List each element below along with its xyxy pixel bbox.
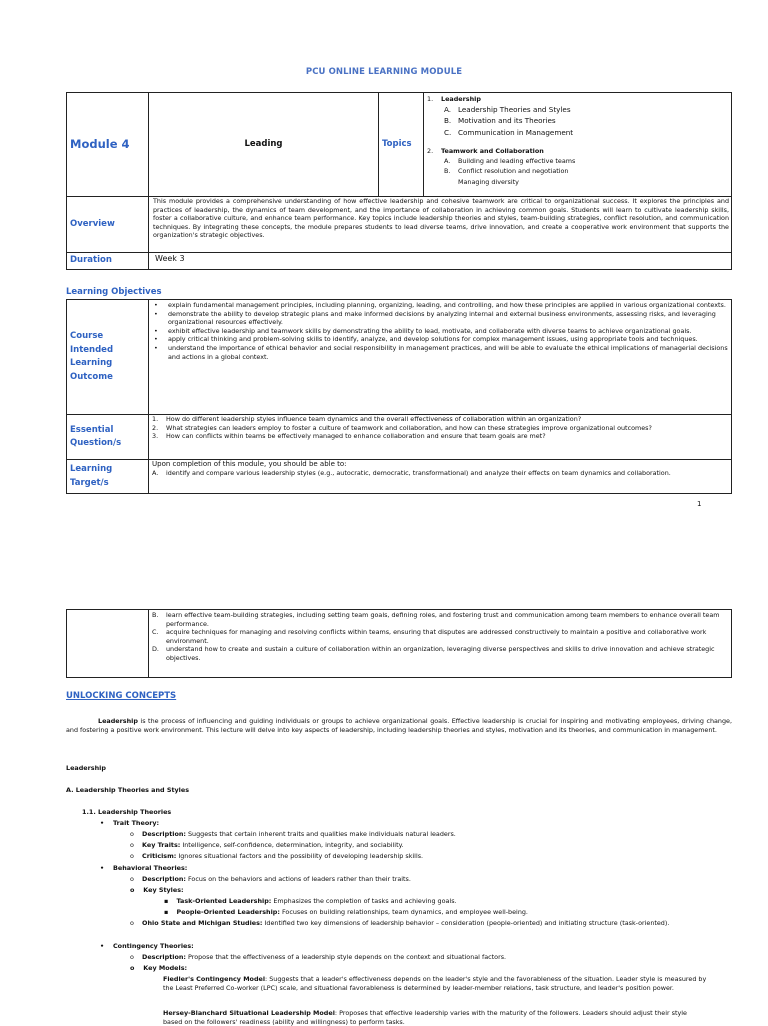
intro-paragraph: Leadership is the process of influencing and guiding individuals or groups to achieve organizational goals. Effective leadership is crucial for inspiring and motivating employees, driving change, and fostering a positive work environment. This lecture will delve into key aspects of leadership, including leadership theories and styles, motivation and its theories, and communication in management. xyxy=(66,717,732,734)
topics-label: Topics xyxy=(379,93,424,197)
list-item: • Behavioral Theories: xyxy=(100,864,188,872)
questions-list xyxy=(149,415,732,460)
target-item: C. acquire techniques for managing and resolving conflicts within teams, ensuring that disputes are addressed constructively to maintain a positive and collaborative work environment. xyxy=(152,628,707,645)
module-label: Module 4 xyxy=(67,93,149,197)
list-item: ▪ Task-Oriented Leadership: Emphasizes the completion of tasks and achieving goals. xyxy=(164,897,457,905)
cilo-item: • understand the importance of ethical behavior and social responsibility in management practices, and will be able to evaluate the ethical implications of managerial decisions and actions in a global context. xyxy=(154,343,728,361)
cilo-item: • exhibit effective leadership and teamwork skills by demonstrating the ability to lead, motivate, and collaborate with diverse teams to achieve organizational goals. xyxy=(154,326,692,335)
list-item: Hersey-Blanchard Situational Leadership Model: Proposes that effective leadership varies with the maturity of the followers. Leaders should adjust their style based on the followers' readiness (ability and willingness) to perform tasks. xyxy=(163,1009,687,1026)
essential-questions-label: Essential Question/s xyxy=(67,415,149,460)
cilo-item: • demonstrate the ability to develop strategic plans and make informed decisions by analyzing internal and external business environments, assessing risks, and leveraging organizational resources effectively. xyxy=(154,309,716,327)
list-item: o Key Models: xyxy=(130,964,188,972)
learning-targets-label: Learning Target/s xyxy=(67,460,149,494)
document-header: PCU ONLINE LEARNING MODULE xyxy=(305,67,463,77)
section-a-heading: A. Leadership Theories and Styles xyxy=(66,786,189,794)
leadership-heading: Leadership xyxy=(66,764,106,772)
cilo-item: • apply critical thinking and problem-solving skills to identify, analyze, and develop solutions for complex management issues, using appropriate tools and techniques. xyxy=(154,335,698,344)
topic-2-sub-c: Managing diversity xyxy=(458,177,519,186)
topic-1-sub-c: C. Communication in Management xyxy=(444,128,574,138)
empty-label-cell xyxy=(67,610,149,678)
topic-2-sub-b: B. Conflict resolution and negotiation xyxy=(444,167,569,176)
list-item: ▪ People-Oriented Leadership: Focuses on building relationships, team dynamics, and employee well-being. xyxy=(164,908,528,916)
targets-continuation-table xyxy=(66,609,732,678)
target-item: D. understand how to create and sustain a culture of collaboration within an organization, leveraging diverse perspectives and skills to drive innovation and achieve strategic objectives. xyxy=(152,645,715,662)
list-item: o Description: Suggests that certain inherent traits and qualities make individuals natural leaders. xyxy=(130,830,456,838)
question-item: 3. How can conflicts within teams be effectively managed to enhance collaboration and ensure that team goals are met? xyxy=(152,432,546,441)
topic-1-sub-b: B. Motivation and its Theories xyxy=(444,116,556,126)
list-item: o Criticism: Ignores situational factors and the possibility of developing leadership skills. xyxy=(130,852,424,860)
topics-list xyxy=(424,93,732,197)
list-item: Fiedler's Contingency Model: Suggests that a leader's effectiveness depends on the leader's style and the favorableness of the situation. Leader style is measured by the Least Preferred Co-worker (LPC) scale, and situational favorableness is determined by leader-member relations, task structure, and leader's position power. xyxy=(163,975,707,992)
list-item: o Description: Propose that the effectiveness of a leadership style depends on the context and situational factors. xyxy=(130,953,507,961)
topic-2-sub-a: A. Building and leading effective teams xyxy=(444,156,576,165)
topic-1-sub-a: A. Leadership Theories and Styles xyxy=(444,104,571,114)
cilo-label: Course Intended Learning Outcome xyxy=(67,300,149,415)
module-name: Leading xyxy=(149,93,379,197)
cilo-item: • explain fundamental management principles, including planning, organizing, leading, and controlling, and how these principles are applied in various organizational contexts. xyxy=(154,301,726,309)
list-item: o Description: Focus on the behaviors and actions of leaders rather than their traits. xyxy=(130,875,411,883)
section-1-1-heading: 1.1. Leadership Theories xyxy=(82,808,172,816)
targets-list xyxy=(149,460,732,494)
target-item: A. identify and compare various leadership styles (e.g., autocratic, democratic, transformational) and analyze their effects on team dynamics and collaboration. xyxy=(152,468,671,477)
duration-label: Duration xyxy=(67,253,149,270)
cilo-list xyxy=(149,300,732,415)
topic-2: 2. Teamwork and Collaboration xyxy=(427,146,544,155)
targets-list-continued xyxy=(149,610,732,678)
overview-label: Overview xyxy=(67,197,149,253)
duration-value: Week 3 xyxy=(149,253,732,270)
question-item: 2. What strategies can leaders employ to foster a culture of teamwork and collaboration, and how can these strategies improve organizational outcomes? xyxy=(152,423,652,432)
targets-intro: Upon completion of this module, you should be able to: xyxy=(152,460,347,468)
list-item: • Trait Theory: xyxy=(100,819,160,827)
topic-1: 1. Leadership xyxy=(427,95,481,103)
list-item: o Ohio State and Michigan Studies: Identified two key dimensions of leadership behavior – consideration (people-oriented) and initiating structure (task-oriented). xyxy=(130,919,670,927)
page-number: 1 xyxy=(697,500,702,508)
list-item: • Contingency Theories: xyxy=(100,942,194,950)
learning-objectives-heading: Learning Objectives xyxy=(66,287,162,297)
target-item: B. learn effective team-building strategies, including setting team goals, defining roles, and fostering trust and communication among team members to enhance overall team performance. xyxy=(152,611,720,628)
question-item: 1. How do different leadership styles influence team dynamics and the overall effectiveness of collaboration within an organization? xyxy=(152,415,582,423)
overview-text: This module provides a comprehensive understanding of how effective leadership and cohesive teamwork are critical to organizational success. It explores the principles and practices of leadership, the dynamics of team development, and the importance of collaboration in achieving common goals. Students will learn to cultivate leadership skills, foster a collaborative culture, and enhance team performance. Key topics include leadership theories and styles, team-building strategies, conflict resolution, and communication techniques. By integrating these concepts, the module prepares students to lead diverse teams, drive innovation, and create a cooperative work environment that supports the organization's strategic objectives. xyxy=(149,197,732,253)
unlocking-concepts-heading[interactable]: UNLOCKING CONCEPTS xyxy=(66,691,177,701)
list-item: o Key Traits: Intelligence, self-confidence, determination, integrity, and sociability. xyxy=(130,841,404,849)
module-info-table xyxy=(66,92,732,270)
objectives-table xyxy=(66,299,732,494)
list-item: o Key Styles: xyxy=(130,886,184,894)
